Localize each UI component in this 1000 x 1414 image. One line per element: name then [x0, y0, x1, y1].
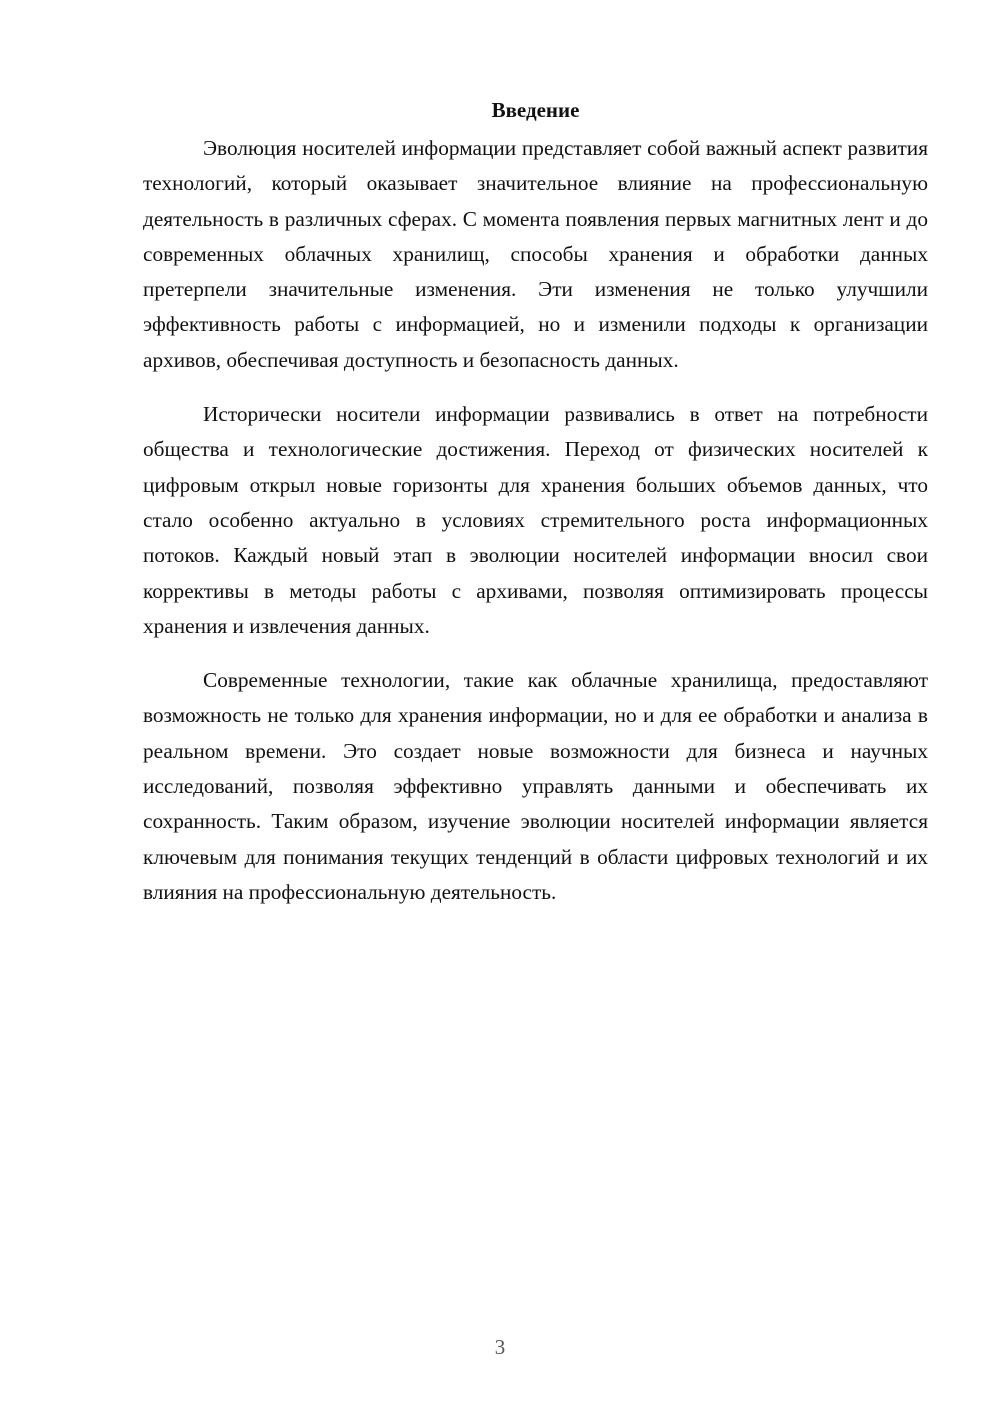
paragraph-2: Исторически носители информации развивались в ответ на потребности общества и технологические достижения. Переход от физических носителей к цифровым открыл новые горизонты для хранения больших объемов данных, что стало особенно актуально в условиях стремительного роста информационных потоков. Каждый новый этап в эволюции носителей информации вносил свои коррективы в методы работы с архивами, позволяя оптимизировать процессы хранения и извлечения данных.: [143, 402, 928, 638]
paragraph-3: Современные технологии, такие как облачные хранилища, предоставляют возможность не только для хранения информации, но и для ее обработки и анализа в реальном времени. Это создает новые возможности для бизнеса и научных исследований, позволяя эффективно управлять данными и обеспечивать их сохранность. Таким образом, изучение эволюции носителей информации является ключевым для понимания текущих тенденций в области цифровых технологий и их влияния на профессиональную деятельность.: [143, 668, 928, 904]
paragraph-1: Эволюция носителей информации представляет собой важный аспект развития технологий, который оказывает значительное влияние на профессиональную деятельность в различных сферах. С момента появления первых магнитных лент и до современных облачных хранилищ, способы хранения и обработки данных претерпели значительные изменения. Эти изменения не только улучшили эффективность работы с информацией, но и изменили подходы к организации архивов, обеспечивая доступность и безопасность данных.: [143, 136, 928, 372]
page-number: 3: [494, 1335, 506, 1359]
section-heading: Введение: [491, 98, 580, 122]
page-content: [143, 95, 928, 929]
